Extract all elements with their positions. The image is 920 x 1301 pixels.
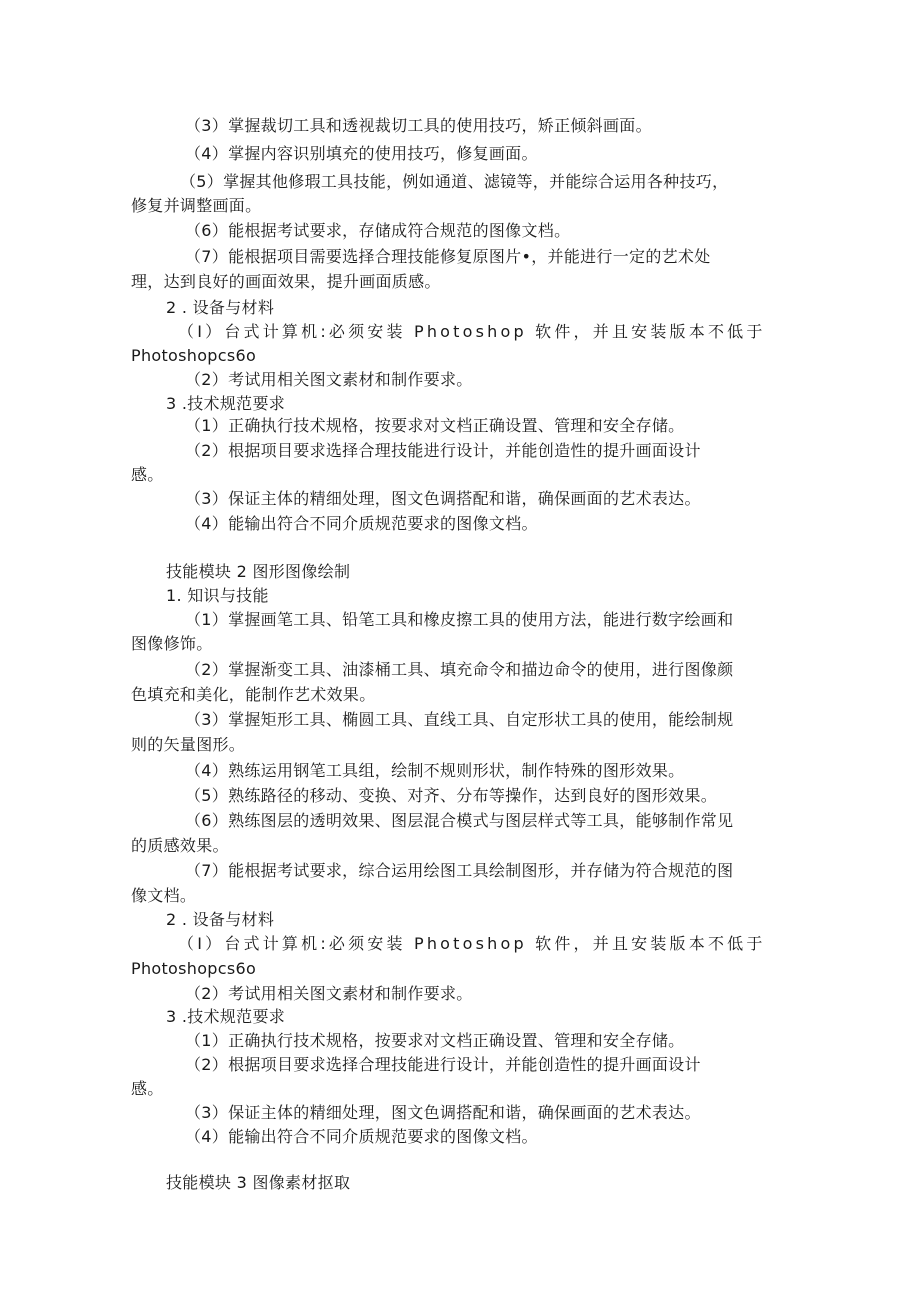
list-item: （1）正确执行技术规格，按要求对文档正确设置、管理和安全存储。: [185, 1031, 685, 1050]
list-item: （4）熟练运用钢笔工具组，绘制不规则形状，制作特殊的图形效果。: [185, 761, 685, 780]
list-item-continuation: 图像修饰。: [131, 634, 213, 653]
list-item-continuation: Photoshopcs6o: [131, 959, 257, 978]
list-item: （5）掌握其他修瑕工具技能，例如通道、滤镜等，并能综合运用各种技巧，: [180, 172, 729, 191]
list-item-continuation: 理，达到良好的画面效果，提升画面质感。: [131, 272, 441, 291]
list-item: （2）掌握渐变工具、油漆桶工具、填充命令和描边命令的使用，进行图像颜: [185, 660, 734, 679]
list-item: （I）台式计算机:必须安装 Photoshop 软件，并且安装版本不低于: [178, 934, 766, 953]
list-item: （1）正确执行技术规格，按要求对文档正确设置、管理和安全存储。: [185, 416, 685, 435]
section-heading: 2 . 设备与材料: [166, 910, 275, 929]
list-item: （2）考试用相关图文素材和制作要求。: [185, 370, 473, 389]
list-item-continuation: 感。: [131, 1079, 164, 1098]
list-item: （6）能根据考试要求，存储成符合规范的图像文档。: [185, 221, 571, 240]
list-item: （3）保证主体的精细处理，图文色调搭配和谐，确保画面的艺术表达。: [185, 1103, 701, 1122]
list-item-continuation: 感。: [131, 465, 164, 484]
list-item: （I）台式计算机:必须安装 Photoshop 软件，并且安装版本不低于: [178, 322, 766, 341]
list-item: （4）能输出符合不同介质规范要求的图像文档。: [185, 1127, 538, 1146]
list-item: （2）根据项目要求选择合理技能进行设计，并能创造性的提升画面设计: [185, 441, 701, 460]
list-item-continuation: 像文档。: [131, 886, 197, 905]
list-item: （3）掌握矩形工具、椭圆工具、直线工具、自定形状工具的使用，能绘制规: [185, 710, 734, 729]
list-item: （2）根据项目要求选择合理技能进行设计，并能创造性的提升画面设计: [185, 1055, 701, 1074]
section-heading: 3 .技术规范要求: [166, 1007, 286, 1026]
list-item: （5）熟练路径的移动、变换、对齐、分布等操作，达到良好的图形效果。: [185, 786, 718, 805]
list-item: （6）熟练图层的透明效果、图层混合模式与图层样式等工具，能够制作常见: [185, 811, 734, 830]
list-item-continuation: 的质感效果。: [131, 836, 229, 855]
list-item: （4）能输出符合不同介质规范要求的图像文档。: [185, 514, 538, 533]
list-item: （1）掌握画笔工具、铅笔工具和橡皮擦工具的使用方法，能进行数字绘画和: [185, 610, 734, 629]
list-item-continuation: 色填充和美化，能制作艺术效果。: [131, 685, 376, 704]
list-item: （3）保证主体的精细处理，图文色调搭配和谐，确保画面的艺术表达。: [185, 489, 701, 508]
list-item: （4）掌握内容识别填充的使用技巧，修复画面。: [185, 144, 538, 163]
list-item-continuation: 修复并调整画面。: [131, 196, 262, 215]
list-item: （3）掌握裁切工具和透视裁切工具的使用技巧，矫正倾斜画面。: [185, 116, 652, 135]
list-item-continuation: Photoshopcs6o: [131, 346, 257, 365]
list-item: （2）考试用相关图文素材和制作要求。: [185, 984, 473, 1003]
section-heading: 1. 知识与技能: [166, 586, 269, 605]
list-item: （7）能根据项目需要选择合理技能修复原图片•，并能进行一定的艺术处: [185, 247, 711, 266]
module-heading: 技能模块 2 图形图像绘制: [166, 562, 351, 581]
list-item-continuation: 则的矢量图形。: [131, 735, 246, 754]
list-item: （7）能根据考试要求，综合运用绘图工具绘制图形，并存储为符合规范的图: [185, 861, 734, 880]
module-heading: 技能模块 3 图像素材抠取: [166, 1173, 351, 1192]
section-heading: 2 . 设备与材料: [166, 298, 275, 317]
section-heading: 3 .技术规范要求: [166, 394, 286, 413]
